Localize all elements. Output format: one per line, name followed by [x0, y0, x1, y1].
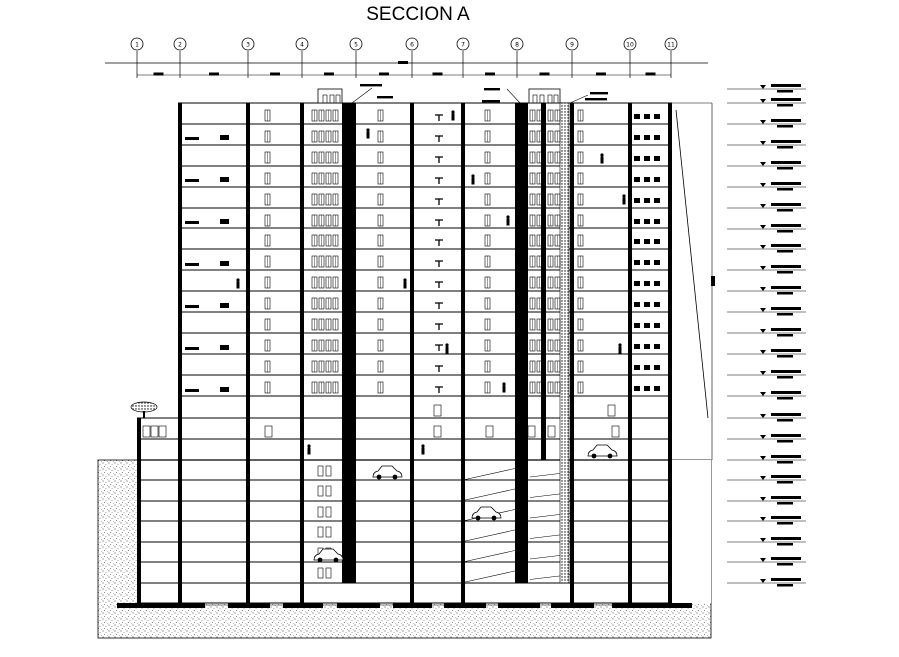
person-figure: [601, 157, 604, 164]
dimension-tag: [379, 73, 389, 76]
table-symbol: [435, 178, 443, 184]
table-symbol: [435, 282, 443, 288]
level-triangle: [760, 392, 766, 396]
structural-column: [246, 103, 250, 603]
level-tag: [777, 397, 793, 400]
level-triangle: [760, 579, 766, 583]
table-symbol: [435, 136, 443, 142]
furniture-block: [654, 114, 660, 119]
furniture-block: [654, 219, 660, 224]
furniture-block: [220, 177, 229, 182]
axis-label: 8: [515, 41, 519, 49]
furniture-block: [220, 261, 229, 266]
furniture-block: [634, 177, 640, 182]
furniture-block: [185, 389, 199, 392]
structural-axis-grid: [105, 38, 708, 78]
furniture-block: [185, 179, 199, 182]
person-figure: [471, 174, 474, 177]
furniture-block: [644, 365, 650, 370]
furniture-block: [644, 219, 650, 224]
roof-note-tag: [590, 92, 608, 94]
car-wheel: [377, 475, 382, 480]
table-symbol: [435, 345, 443, 351]
level-tag: [771, 307, 801, 310]
furniture-block: [654, 281, 660, 286]
level-tag: [771, 98, 801, 101]
person-figure: [445, 343, 448, 346]
person-figure: [422, 448, 425, 455]
level-tag: [771, 413, 801, 416]
axis-label: 9: [570, 41, 574, 49]
leader-line: [352, 88, 372, 103]
axis-label: 3: [246, 41, 250, 49]
car-wheel: [334, 558, 339, 563]
level-tag: [777, 313, 793, 316]
structural-column: [300, 103, 304, 603]
level-tag: [777, 230, 793, 233]
level-tag: [771, 557, 801, 560]
furniture-block: [644, 239, 650, 244]
axis-label: 5: [354, 41, 358, 49]
axis-label: 4: [300, 41, 304, 49]
level-triangle: [760, 162, 766, 166]
dimension-tag: [433, 73, 443, 76]
level-tag: [771, 265, 801, 268]
furniture-block: [634, 114, 640, 119]
level-tag: [771, 244, 801, 247]
door-opening: [612, 426, 619, 437]
door-opening: [528, 426, 535, 437]
level-tag: [771, 434, 801, 437]
level-tag: [771, 119, 801, 122]
dimension-tag: [540, 73, 550, 76]
door-opening: [434, 426, 441, 437]
sloped-facade: [676, 110, 708, 418]
structural-column: [410, 103, 414, 603]
furniture-block: [634, 239, 640, 244]
level-triangle: [760, 85, 766, 89]
level-triangle: [760, 183, 766, 187]
person-figure: [506, 215, 509, 218]
level-tag: [777, 522, 793, 525]
level-triangle: [760, 517, 766, 521]
structural-column: [342, 103, 356, 583]
furniture-block: [644, 302, 650, 307]
furniture-block: [220, 219, 229, 224]
level-tag: [777, 125, 793, 128]
dimension-tag: [324, 73, 334, 76]
person-figure: [507, 219, 510, 226]
furniture-block: [220, 135, 229, 140]
dimension-tag: [485, 73, 495, 76]
level-tag: [777, 167, 793, 170]
level-triangle: [760, 266, 766, 270]
person-figure: [366, 128, 369, 131]
table-symbol: [435, 157, 443, 163]
furniture-block: [654, 260, 660, 265]
level-markers: [727, 84, 806, 587]
roof-note-tag: [585, 98, 607, 100]
level-tag: [771, 140, 801, 143]
level-triangle: [760, 204, 766, 208]
person-figure: [421, 444, 424, 447]
furniture-block: [644, 114, 650, 119]
person-figure: [403, 278, 406, 281]
level-tag: [771, 182, 801, 185]
car-wheel: [492, 516, 497, 521]
level-tag: [777, 376, 793, 379]
level-triangle: [760, 497, 766, 501]
level-tag: [771, 475, 801, 478]
dimension-tag: [154, 73, 164, 76]
furniture-block: [644, 344, 650, 349]
furniture-block: [634, 386, 640, 391]
level-triangle: [760, 538, 766, 542]
axis-label: 11: [667, 41, 675, 49]
furniture-block: [185, 305, 199, 308]
level-triangle: [760, 99, 766, 103]
furniture-block: [220, 345, 229, 350]
furniture-block: [220, 387, 229, 392]
axis-label: 6: [410, 41, 414, 49]
table-symbol: [435, 303, 443, 309]
furniture-block: [654, 198, 660, 203]
level-tag: [777, 584, 793, 587]
level-triangle: [760, 308, 766, 312]
person-figure: [446, 347, 449, 354]
furniture-block: [644, 386, 650, 391]
level-tag: [777, 334, 793, 337]
level-triangle: [760, 414, 766, 418]
level-tag: [777, 292, 793, 295]
level-triangle: [760, 287, 766, 291]
roof-note-tag: [482, 100, 500, 102]
level-tag: [771, 224, 801, 227]
furniture-block: [634, 281, 640, 286]
leader-line: [507, 89, 520, 103]
structural-column: [570, 103, 574, 603]
person-figure: [404, 282, 407, 289]
rooftop-machine-room: [529, 89, 560, 103]
door-opening: [486, 426, 493, 437]
level-triangle: [760, 141, 766, 145]
axis-label: 2: [178, 41, 182, 49]
level-triangle: [760, 371, 766, 375]
level-tag: [771, 286, 801, 289]
structural-column: [515, 103, 528, 583]
furniture-block: [644, 198, 650, 203]
footing: [551, 603, 594, 608]
footing: [117, 603, 205, 608]
person-figure: [367, 132, 370, 139]
level-triangle: [760, 435, 766, 439]
door-opening: [143, 426, 150, 437]
car-wheel: [608, 454, 613, 459]
furniture-block: [644, 177, 650, 182]
structural-column: [628, 103, 632, 603]
level-tag: [777, 461, 793, 464]
level-triangle: [760, 558, 766, 562]
furniture-block: [185, 263, 199, 266]
furniture-block: [654, 302, 660, 307]
furniture-block: [654, 177, 660, 182]
soil-ground-section: [98, 460, 711, 638]
table-symbol: [435, 366, 443, 372]
axis-label: 10: [626, 41, 634, 49]
roof-note-tag: [377, 96, 393, 98]
level-tag: [771, 578, 801, 581]
table-symbol: [435, 240, 443, 246]
level-tag: [771, 391, 801, 394]
person-figure: [520, 403, 523, 406]
tree-crown: [131, 402, 157, 412]
footing: [612, 603, 692, 608]
level-triangle: [760, 120, 766, 124]
door-opening: [434, 405, 441, 416]
furniture-block: [654, 135, 660, 140]
dimension-tag: [646, 73, 656, 76]
level-tag: [777, 250, 793, 253]
table-symbol: [435, 199, 443, 205]
furniture-block: [654, 156, 660, 161]
level-tag: [771, 370, 801, 373]
level-triangle: [760, 456, 766, 460]
table-symbol: [435, 115, 443, 121]
level-tag: [777, 502, 793, 505]
axis-label: 1: [135, 41, 139, 49]
table-symbol: [435, 220, 443, 226]
furniture-block: [220, 303, 229, 308]
door-opening: [265, 426, 272, 437]
furniture-block: [654, 239, 660, 244]
furniture-block: [634, 219, 640, 224]
person-figure: [521, 407, 524, 414]
furniture-block: [634, 135, 640, 140]
person-figure: [307, 444, 310, 447]
car-wheel: [592, 454, 597, 459]
car-wheel: [318, 558, 323, 563]
person-figure: [308, 448, 311, 455]
footing: [337, 603, 380, 608]
level-triangle: [760, 350, 766, 354]
roof-note-tag: [360, 84, 382, 86]
furniture-block: [185, 137, 199, 140]
furniture-block: [644, 156, 650, 161]
level-tag: [771, 203, 801, 206]
level-tag: [777, 188, 793, 191]
level-triangle: [760, 476, 766, 480]
car-wheel: [393, 475, 398, 480]
person-figure: [503, 386, 506, 393]
level-tag: [777, 104, 793, 107]
level-tag: [777, 440, 793, 443]
dimension-tag: [398, 61, 408, 64]
furniture-block: [634, 344, 640, 349]
level-tag: [771, 516, 801, 519]
furniture-block: [644, 260, 650, 265]
person-figure: [237, 282, 240, 289]
person-figure: [236, 278, 239, 281]
level-triangle: [760, 225, 766, 229]
facade-tag: [711, 276, 715, 286]
car-wheel: [476, 516, 481, 521]
footing: [228, 603, 270, 608]
furniture-block: [654, 365, 660, 370]
door-opening: [159, 426, 166, 437]
person-figure: [502, 382, 505, 385]
furniture-block: [654, 344, 660, 349]
level-tag: [777, 481, 793, 484]
furniture-block: [634, 156, 640, 161]
level-tag: [771, 84, 801, 87]
furniture-block: [644, 135, 650, 140]
level-tag: [771, 455, 801, 458]
furniture-block: [634, 365, 640, 370]
basement-void: [137, 460, 711, 603]
structural-column: [178, 103, 182, 603]
door-opening: [151, 426, 158, 437]
furniture-block: [644, 281, 650, 286]
level-tag: [777, 355, 793, 358]
dimension-tag: [270, 73, 280, 76]
level-tag: [777, 146, 793, 149]
level-tag: [777, 419, 793, 422]
person-figure: [472, 178, 475, 185]
furniture-block: [654, 386, 660, 391]
level-tag: [777, 271, 793, 274]
level-tag: [771, 161, 801, 164]
person-figure: [618, 343, 621, 346]
tree-trunk: [143, 411, 145, 418]
hatched-shaft-wall: [560, 103, 569, 583]
furniture-block: [634, 323, 640, 328]
table-symbol: [435, 324, 443, 330]
footing: [393, 603, 432, 608]
furniture-block: [185, 347, 199, 350]
furniture-block: [634, 260, 640, 265]
table-symbol: [435, 387, 443, 393]
level-tag: [771, 349, 801, 352]
furniture-block: [654, 323, 660, 328]
level-triangle: [760, 329, 766, 333]
level-tag: [771, 496, 801, 499]
drawing-title: SECCION A: [366, 4, 470, 25]
level-tag: [771, 537, 801, 540]
person-figure: [623, 198, 626, 205]
furniture-block: [634, 198, 640, 203]
dimension-tag: [596, 73, 606, 76]
footing: [283, 603, 323, 608]
furniture-block: [634, 302, 640, 307]
person-figure: [619, 347, 622, 354]
level-triangle: [760, 245, 766, 249]
person-figure: [451, 110, 454, 113]
door-opening: [608, 405, 615, 416]
level-tag: [777, 563, 793, 566]
structural-column: [461, 103, 465, 603]
furniture-block: [644, 323, 650, 328]
level-tag: [777, 543, 793, 546]
axis-label: 7: [461, 41, 465, 49]
structural-column: [137, 418, 141, 603]
structural-column: [668, 103, 672, 603]
door-opening: [548, 426, 555, 437]
footing: [498, 603, 540, 608]
level-tag: [777, 209, 793, 212]
level-tag: [771, 328, 801, 331]
roof-note-tag: [484, 88, 500, 90]
person-figure: [622, 194, 625, 197]
person-figure: [600, 153, 603, 156]
footing: [444, 603, 486, 608]
furniture-block: [185, 221, 199, 224]
table-symbol: [435, 261, 443, 267]
dimension-tag: [209, 73, 219, 76]
person-figure: [452, 114, 455, 121]
level-tag: [777, 90, 793, 93]
